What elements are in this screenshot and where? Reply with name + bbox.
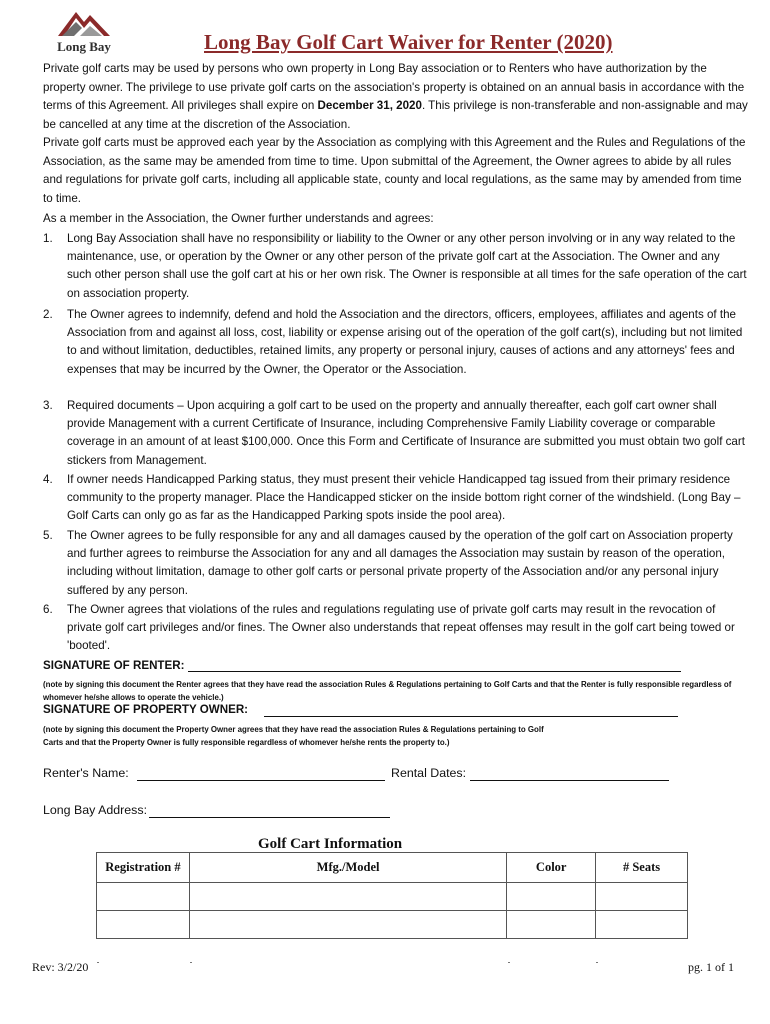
owner-note-line2: Carts and that the Property Owner is fully responsible regardless of whomever he/she rents the property to.) xyxy=(43,738,450,747)
renter-name-field[interactable] xyxy=(137,780,385,781)
item-number: 4. xyxy=(43,473,53,486)
color-cell[interactable] xyxy=(507,883,596,911)
member-intro: As a member in the Association, the Owner further understands and agrees: xyxy=(43,212,434,225)
item-text: If owner needs Handicapped Parking status, they must present their vehicle Handicapped tag issued from their primary residence community to the property manager. Place the Handicapped sticker on the inside bottom right corner of the windshield. (Long Bay – Golf Carts can only go as far as the Handicapped Parking spots inside the pool area). xyxy=(67,473,741,523)
renter-signature-note: (note by signing this document the Renter agrees that they have read the association Rules & Regulations pertaining to Golf Carts and that the Renter is fully responsible regardless of whomever he/she allows to operate the vehicle.) xyxy=(43,680,732,702)
owner-signature-label: SIGNATURE OF PROPERTY OWNER: xyxy=(43,703,249,716)
footer-mark xyxy=(190,962,192,963)
owner-note-line1: (note by signing this document the Property Owner agrees that they have read the association Rules & Regulations pertaining to Golf xyxy=(43,725,544,734)
item-text: Required documents – Upon acquiring a golf cart to be used on the property and annually thereafter, each golf cart owner shall provide Management with a current Certificate of Insurance, including Comprehensive Family Liability coverage or comparable coverage in an amount of at least $100,000. Once this Form and Certificate of Insurance are submitted you must obtain two golf cart stickers from Management. xyxy=(67,399,745,467)
table-header-row xyxy=(97,853,688,883)
item-text: Long Bay Association shall have no responsibility or liability to the Owner or any other person involving or in any way related to the maintenance, use, or operation by the Owner or any other person of the private golf cart at the Association. The Owner and any such other person shall use the golf cart at his or her own risk. The Owner is responsible at all times for the safe operation of the cart on association property. xyxy=(67,232,747,300)
column-header-seats: # Seats xyxy=(596,853,688,883)
item-number: 2. xyxy=(43,308,53,321)
intro-text-end: . This privilege is non-transferable and non-assignable and may be cancelled at any time at the discretion of the Association. xyxy=(43,99,748,131)
color-cell[interactable] xyxy=(507,911,596,939)
rental-dates-label: Rental Dates: xyxy=(391,766,467,780)
golf-cart-table xyxy=(96,852,688,939)
intro-text: Private golf carts may be used by persons who own property in Long Bay association or to Renters who have authorization by the property owner. The privilege to use private golf carts on the association's property is obtained on an annual basis in accordance with the terms of this Agreement. All privileges shall expire on xyxy=(43,62,745,113)
column-header-model: Mfg./Model xyxy=(189,853,506,883)
column-header-registration: Registration # xyxy=(97,853,190,883)
mountain-icon xyxy=(56,6,112,40)
address-label: Long Bay Address: xyxy=(43,803,148,817)
model-cell[interactable] xyxy=(189,911,506,939)
approval-paragraph: Private golf carts must be approved each year by the Association as complying with this Agreement and the Rules and Regulations of the Association, as the same may be amended from time to time. Upon submittal of the Agreement, the Owner agrees to abide by all rules and regulations for private golf carts, including all applicable state, county and local regulations, as the same may by amended from time to time. xyxy=(43,136,746,205)
table-row xyxy=(97,883,688,911)
model-cell[interactable] xyxy=(189,883,506,911)
renter-name-label: Renter's Name: xyxy=(43,766,129,780)
rental-dates-field[interactable] xyxy=(470,780,669,781)
expiry-date: December 31, 2020 xyxy=(317,99,422,113)
item-text: The Owner agrees to be fully responsible for any and all damages caused by the operation of the golf cart on Association property and further agrees to reimburse the Association for any and all damages the Association may sustain by reason of the operation, including without limitation, damage to other golf carts or personal private property of the Association and/or any personal injury suffered by any person. xyxy=(67,529,733,597)
item-number: 5. xyxy=(43,529,53,542)
item-number: 1. xyxy=(43,232,53,245)
registration-cell[interactable] xyxy=(97,911,190,939)
page-number: pg. 1 of 1 xyxy=(688,960,734,974)
intro-paragraph xyxy=(43,60,749,134)
seats-cell[interactable] xyxy=(596,883,688,911)
renter-signature-line[interactable] xyxy=(188,671,681,672)
footer-mark xyxy=(596,962,598,963)
table-row xyxy=(97,911,688,939)
registration-cell[interactable] xyxy=(97,883,190,911)
seats-cell[interactable] xyxy=(596,911,688,939)
golf-cart-table-title: Golf Cart Information xyxy=(258,836,403,852)
revision-label: Rev: 3/2/20 xyxy=(32,960,89,974)
item-number: 3. xyxy=(43,399,53,412)
renter-signature-label: SIGNATURE OF RENTER: xyxy=(43,659,185,672)
item-text: The Owner agrees that violations of the rules and regulations regulating use of private golf carts may result in the revocation of private golf cart privileges and/or fines. The Owner also understands that repeat offenses may result in the golf cart being towed or 'booted'. xyxy=(67,603,735,653)
logo xyxy=(48,6,120,56)
owner-signature-note xyxy=(43,723,743,749)
column-header-color: Color xyxy=(507,853,596,883)
item-number: 6. xyxy=(43,603,53,616)
footer-mark xyxy=(97,962,99,963)
page-title: Long Bay Golf Cart Waiver for Renter (2020) xyxy=(204,30,613,54)
address-field[interactable] xyxy=(149,817,390,818)
owner-signature-line[interactable] xyxy=(264,716,678,717)
logo-text: Long Bay xyxy=(57,39,111,54)
footer-mark xyxy=(508,962,510,963)
item-text: The Owner agrees to indemnify, defend and hold the Association and the directors, officers, employees, affiliates and agents of the Association from and against all loss, cost, liability or expense arising out of the operation of the golf cart(s), including but not limited to and without limitation, deductibles, retained limits, any property or personal injury, causes of actions and any attorneys' fees and expenses that may be incurred by the Owner, the Operator or the Association. xyxy=(67,308,743,376)
